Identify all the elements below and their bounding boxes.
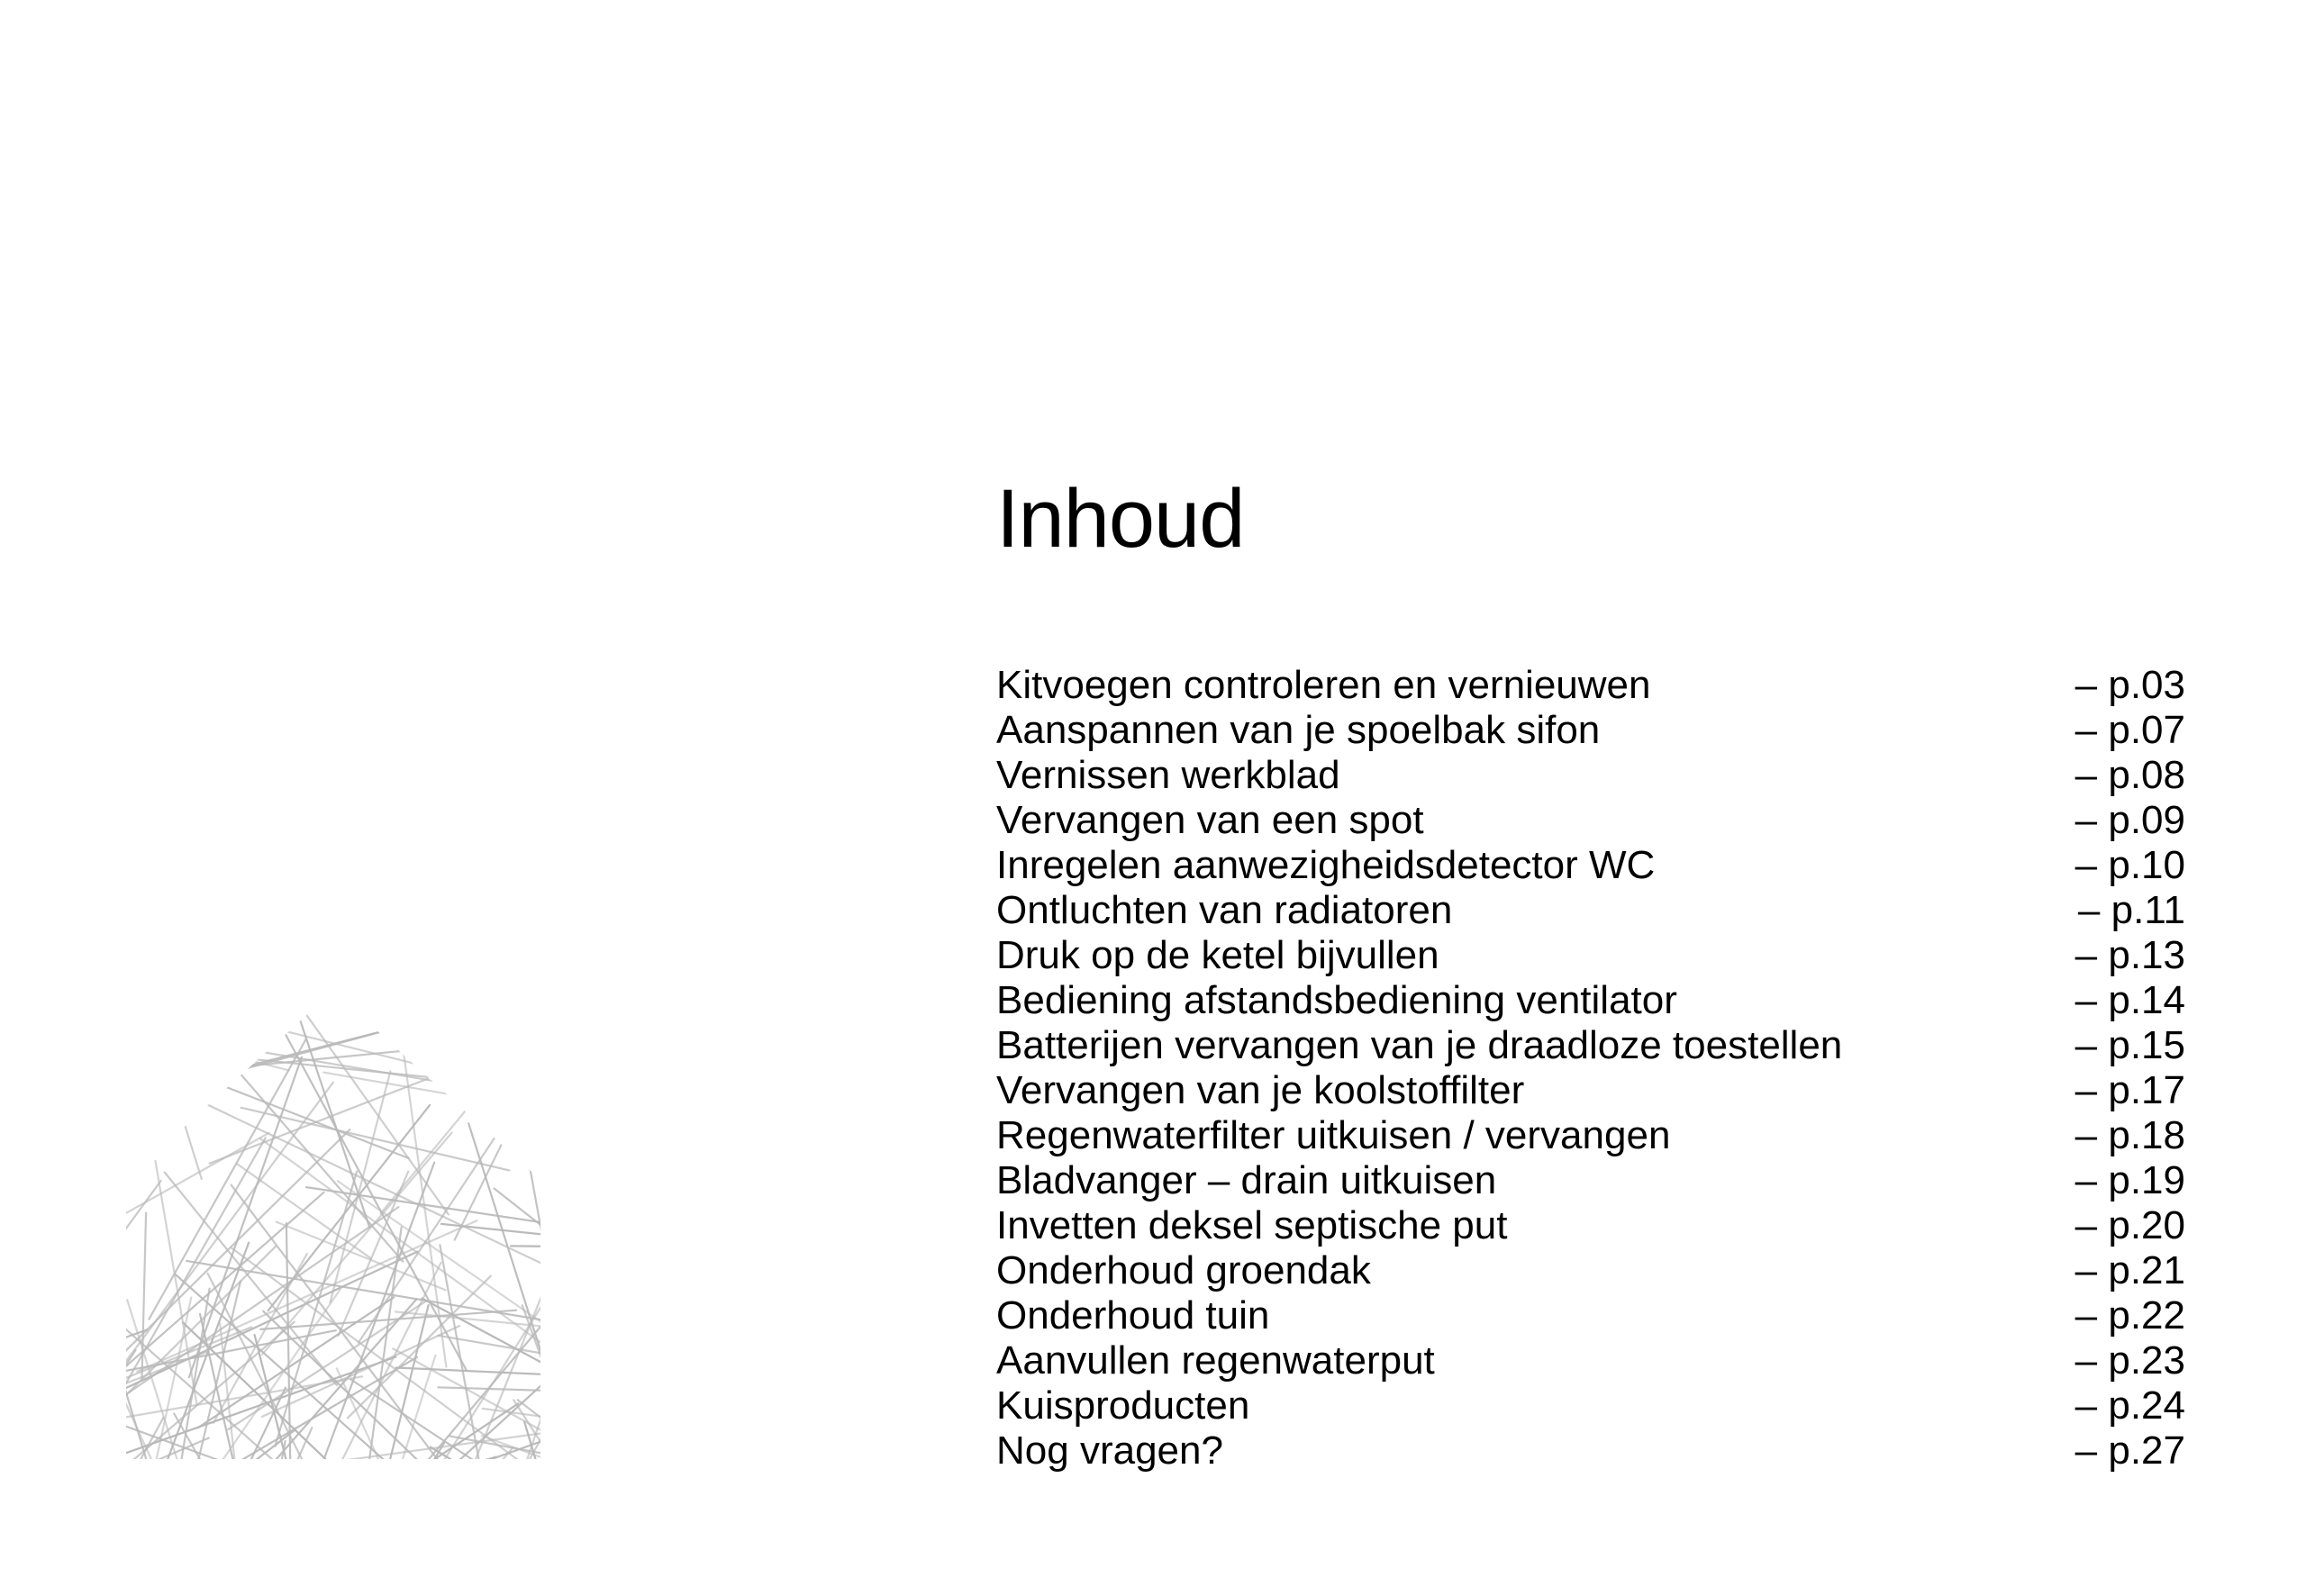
toc-entry-page: – p.22 [2074,1293,2185,1338]
toc-entry-page: – p.07 [2074,708,2185,752]
toc-entry[interactable] [996,1383,2185,1428]
toc-entry[interactable] [996,708,2185,753]
toc-entry-page: – p.21 [2074,1248,2185,1292]
toc-entry[interactable] [996,843,2185,888]
toc-entry[interactable] [996,1158,2185,1203]
page-title: Inhoud [996,473,1245,565]
toc-entry-title: Kitvoegen controleren en vernieuwen [996,663,1651,707]
toc-entry-title: Regenwaterfilter uitkuisen / vervangen [996,1113,1671,1157]
toc-entry-title: Ontluchten van radiatoren [996,888,1453,932]
toc-entry-page: – p.11 [2077,888,2185,932]
toc-entry[interactable] [996,1293,2185,1338]
toc-entry[interactable] [996,888,2185,933]
table-of-contents [996,663,2185,1474]
toc-entry-title: Inregelen aanwezigheidsdetector WC [996,843,1656,887]
toc-entry-page: – p.14 [2074,978,2185,1022]
house-sketch-icon [126,991,540,1459]
toc-entry-page: – p.15 [2074,1023,2185,1067]
toc-entry[interactable] [996,753,2185,798]
toc-entry-page: – p.13 [2074,933,2185,977]
toc-entry-title: Invetten deksel septische put [996,1203,1508,1247]
toc-entry-page: – p.03 [2074,663,2185,707]
toc-entry-title: Vervangen van een spot [996,798,1424,842]
toc-entry-page: – p.27 [2074,1428,2185,1473]
toc-entry-page: – p.19 [2074,1158,2185,1202]
toc-entry[interactable] [996,1023,2185,1068]
toc-entry[interactable] [996,1338,2185,1383]
toc-entry-title: Nog vragen? [996,1428,1223,1473]
toc-entry[interactable] [996,978,2185,1023]
toc-entry-title: Onderhoud tuin [996,1293,1270,1338]
toc-entry[interactable] [996,1113,2185,1158]
toc-entry-title: Bladvanger – drain uitkuisen [996,1158,1497,1202]
toc-entry-page: – p.17 [2074,1068,2185,1112]
toc-entry-title: Druk op de ketel bijvullen [996,933,1439,977]
toc-entry-title: Kuisproducten [996,1383,1250,1428]
toc-entry-page: – p.20 [2074,1203,2185,1247]
toc-entry-title: Onderhoud groendak [996,1248,1371,1292]
toc-entry[interactable] [996,798,2185,843]
toc-entry-title: Vernissen werkblad [996,753,1340,797]
toc-entry-page: – p.08 [2074,753,2185,797]
toc-entry[interactable] [996,1428,2185,1474]
toc-entry-page: – p.10 [2074,843,2185,887]
toc-entry[interactable] [996,663,2185,708]
toc-entry-title: Batterijen vervangen van je draadloze toestellen [996,1023,1843,1067]
toc-entry-page: – p.09 [2074,798,2185,842]
toc-entry[interactable] [996,933,2185,978]
toc-entry-title: Aanspannen van je spoelbak sifon [996,708,1601,752]
toc-entry[interactable] [996,1248,2185,1293]
toc-entry-title: Vervangen van je koolstoffilter [996,1068,1525,1112]
toc-entry-page: – p.23 [2074,1338,2185,1383]
toc-entry-title: Aanvullen regenwaterput [996,1338,1435,1383]
toc-entry-page: – p.24 [2074,1383,2185,1428]
toc-entry-page: – p.18 [2074,1113,2185,1157]
toc-entry[interactable] [996,1068,2185,1113]
toc-entry[interactable] [996,1203,2185,1248]
toc-entry-title: Bediening afstandsbediening ventilator [996,978,1677,1022]
